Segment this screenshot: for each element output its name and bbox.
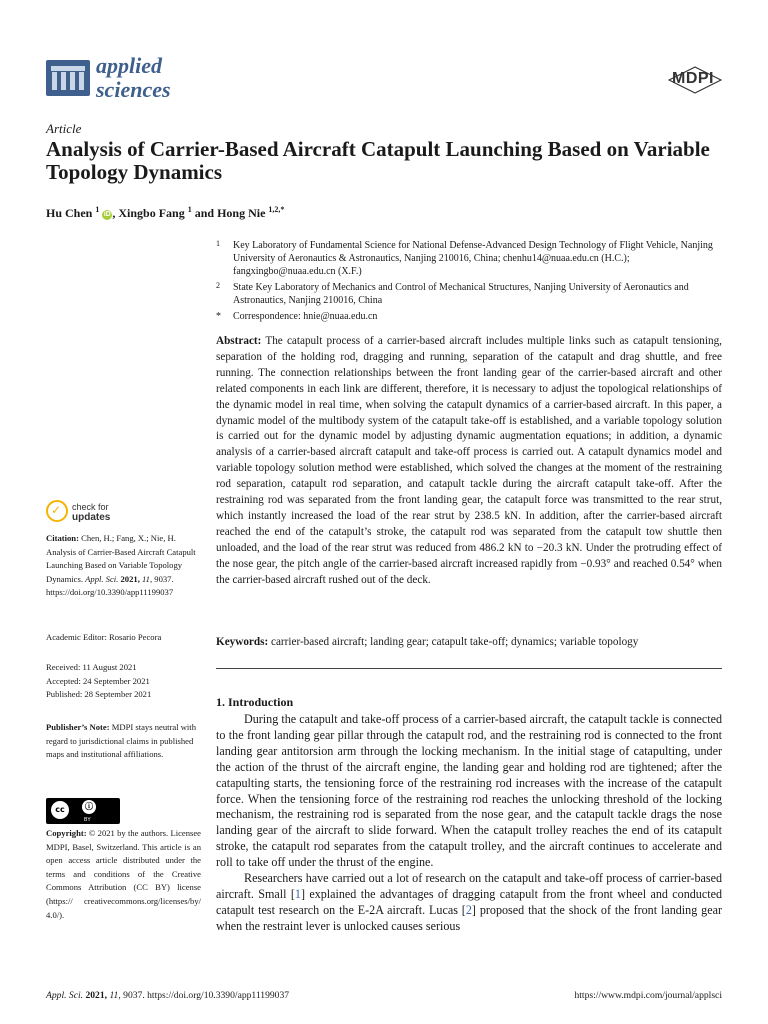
publisher-logo[interactable]: MDPI [668,66,722,94]
citation: Citation: Chen, H.; Fang, X.; Nie, H. Analysis of Carrier-Based Aircraft Catapult Launching Based on Variable Topology Dynamics. Appl. Sci. 2021, 11, 9037. https://doi.org/10.3390/app11199037 [46,533,196,598]
author-name[interactable]: Hong Nie [217,206,266,220]
affiliations [216,239,724,326]
correspondence: * Correspondence: hnie@nuaa.edu.cn [216,311,378,322]
article-title: Analysis of Carrier-Based Aircraft Catapult Launching Based on Variable Topology Dynamics [46,137,710,184]
dates: Received: 11 August 2021 Accepted: 24 September 2021 Published: 28 September 2021 [46,662,152,700]
body-text [216,712,722,935]
keywords: Keywords: carrier-based aircraft; landing gear; catapult take-off; dynamics; variable topology [216,636,639,648]
orcid-icon[interactable]: iD [103,211,111,218]
check-for-updates-button[interactable]: ✓ check for updates [46,500,156,526]
abstract-text: The catapult process of a carrier-based aircraft includes multiple links such as catapult tensioning, separation of the holding rod, dragging and running, separation of the catapult and drag shuttle, and free running. The connection relationships between the front landing gear of the carrier-based aircraft and other related components in each link are different, therefore, it is necessary to adjust the topological relationships of the dynamic model in real time, when solving the catapult dynamics of a carrier-based aircraft. In this paper, a dynamic model of the multibody system of the catapult take-off is established, and a variable topology solution is carried out for the dynamic model by adjusting dynamic augmentation equations; in addition, a dynamic analysis of a carrier-based aircraft catapult and take-off process is carried out. A catapult dynamics model and variable topology solution method were established, which solved the changes at the moment of the restraining rod separation, catapult rod separation, and catapult tackle during the aircraft catapult take-off. After the restraining rod was separated from the front landing gear, the catapult force was transmitted to the rear strut, which instantly increased the load of the rear strut by 238.5 kN. In addition, after the carrier-based aircraft reached the end of the catapult’s stroke, the catapult rod was separated from the catapult tow shuttle then unloaded, and the load of the rear strut was reduced from 486.2 kN to −20.3 kN. Under the protruding effect of the nose gear, the pitch angle of the carrier-based aircraft increased rapidly from −0.93° and reached 0.54° when the carrier-based aircraft rushed out of the deck. [216,335,722,586]
reference-link[interactable]: 2 [465,902,472,917]
reference-link[interactable]: 1 [294,886,301,901]
author-name[interactable]: Hu Chen [46,206,93,220]
journal-logo-icon [46,60,90,96]
abstract-label: Abstract: [216,335,262,347]
author-list: Hu Chen $^1$ iD , Xingbo Fang $^1$ and Hong Nie $^{1,2,*}$ [46,205,285,220]
footer-citation: Appl. Sci. 2021, 11, 9037. https://doi.org/10.3390/app11199037 [46,990,290,1001]
footer-doi-link[interactable]: 9037. https://doi.org/10.3390/app11199037 [123,990,290,1001]
publisher-note: Publisher’s Note: MDPI stays neutral with regard to jurisdictional claims in published maps and institutional affiliations. [46,722,196,760]
divider [216,668,722,669]
affiliation: 2 State Key Laboratory of Mechanics and Control of Mechanical Structures, Nanjing University of Aeronautics and Astronautics, Nanjing 210016, China [216,281,689,306]
cc-by-license-icon[interactable]: cc ⓘ BY [46,798,120,824]
author-name[interactable]: Xingbo Fang [118,206,185,220]
affiliation: 1 Key Laboratory of Fundamental Science for National Defense-Advanced Design Technology of Flight Vehicle, Nanjing University of Aeronautics & Astronautics, Nanjing 210016, China; chenhu14@nuaa.edu.cn (H.C.); fangxingbo@nuaa.edu.cn (X.F.) [216,239,713,277]
paragraph: Researchers have carried out a lot of research on the catapult and take-off process of carrier-based aircraft. Small [1] explained the advantages of dragging catapult from the front wheel and conducted catapult test research on the E-2A aircraft. Lucas [2] proposed that the shock of the front landing gear when the restraint lever is unlocked causes serious [216,871,722,933]
doi-link[interactable]: 9037. https://doi.org/10.3390/app11199037 [46,573,174,598]
footer-journal-url[interactable]: https://www.mdpi.com/journal/applsci [574,990,722,1001]
section-heading: 1. Introduction [216,695,294,709]
copyright: Copyright: © 2021 by the authors. Licensee MDPI, Basel, Switzerland. This article is an open access article distributed under the terms and conditions of the Creative Commons Attribution (CC BY) license (https:// creativecommons.org/licenses/by/ 4.0/). [46,828,201,920]
academic-editor: Academic Editor: Rosario Pecora [46,632,162,642]
abstract [216,334,722,589]
paragraph: During the catapult and take-off process of a carrier-based aircraft, the catapult tackle is connected to the front landing gear pillar through the catapult rod, and the restraining rod is connected to the front landing gear antitorsion arm through the locking mechanism. In the initial stage of catapulting, under the action of the thrust of the aircraft engine, the landing gear and holding rod are tightened; after the catapulting starts, the tensioning force of the restraining rod increases with the increase of the catapult force. When the tensioning force of the restraining rod reaches the unlocking threshold of the locking mechanism, the restraining rod is separated from the nose gear, and the catapult tackle drags the nose landing gear of the aircraft to slide forward. When the catapult trolley reaches the end of its catapult stroke, the catapult rod separates from the catapult trolley, and the aircraft continues to accelerate and roll to take off under the thrust of the engine. [216,712,722,870]
journal-name: applied sciences [96,53,171,102]
article-type: Article [46,121,82,136]
